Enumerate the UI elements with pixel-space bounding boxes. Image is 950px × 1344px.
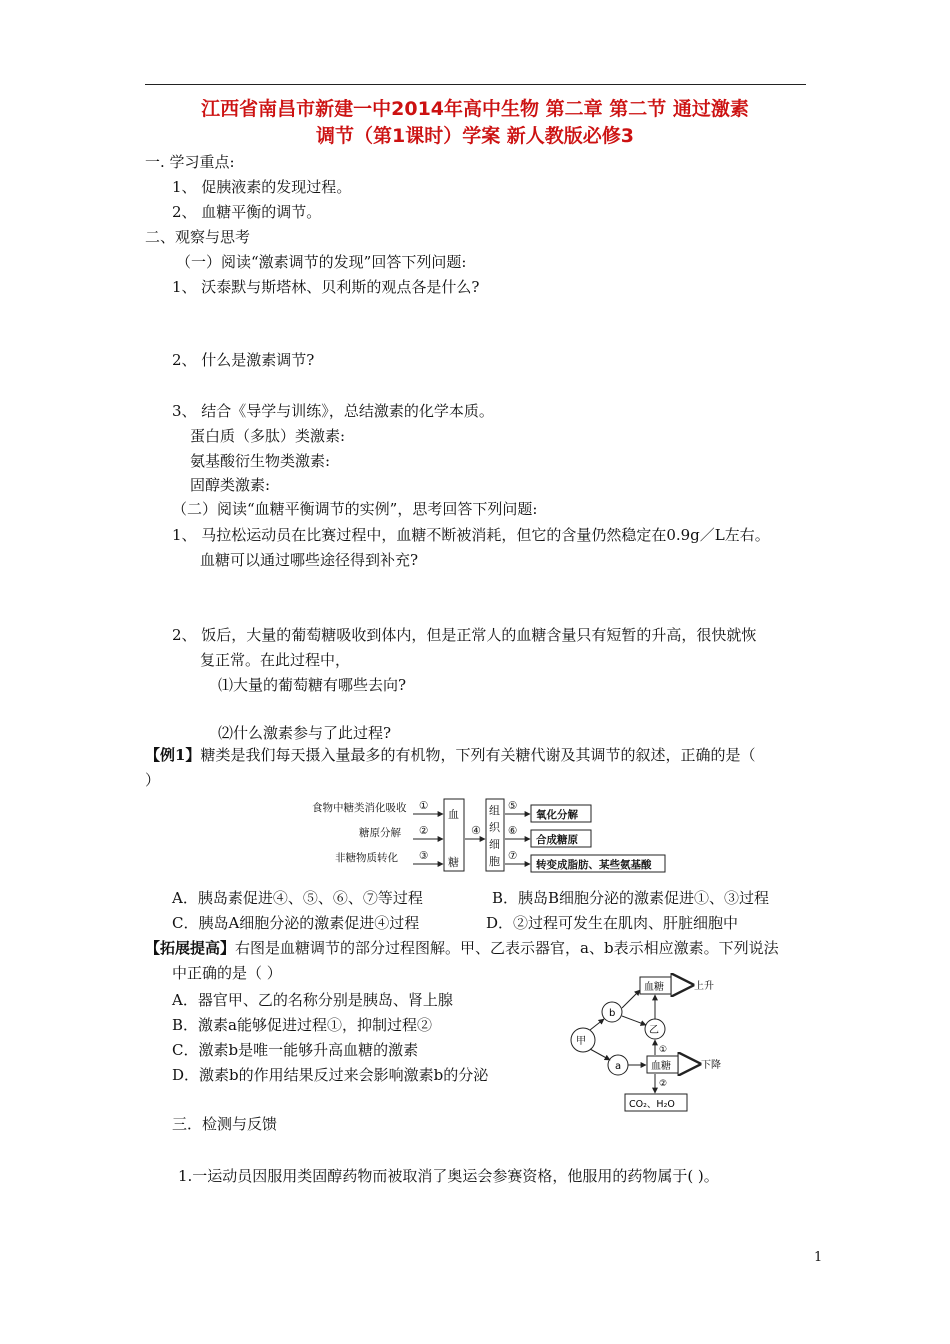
process-2-label: ② xyxy=(659,1079,668,1089)
part2-question-2a: 2、 饭后，大量的葡萄糖吸收到体内，但是正常人的血糖含量只有短暂的升高，很快就恢 xyxy=(172,626,757,644)
part2-question-2-sub1: ⑴大量的葡萄糖有哪些去向? xyxy=(218,676,407,694)
section1-item-1: 1、 促胰液素的发现过程。 xyxy=(172,178,352,196)
part1-heading: （一）阅读“激素调节的发现”回答下列问题: xyxy=(176,253,467,271)
conversion-label: 转变成脂肪、某些氨基酸 xyxy=(536,859,652,871)
part2-question-2-sub2: ⑵什么激素参与了此过程? xyxy=(218,724,392,742)
example1-text: 糖类是我们每天摄入量最多的有机物，下列有关糖代谢及其调节的叙述，正确的是（ xyxy=(200,746,756,764)
part1-question-2: 2、 什么是激素调节? xyxy=(172,351,315,369)
products-label: CO₂、H₂O xyxy=(629,1099,675,1110)
source-digestion: 食物中糖类消化吸收 xyxy=(312,802,407,814)
part1-question-3: 3、 结合《导学与训练》，总结激素的化学本质。 xyxy=(172,402,494,420)
tissue-char-1: 组 xyxy=(489,804,500,817)
hormone-type-amino: 氨基酸衍生物类激素: xyxy=(190,452,331,470)
extension-option-d: D．激素b的作用结果反过来会影响激素b的分泌 xyxy=(172,1066,489,1084)
part2-heading: （二）阅读“血糖平衡调节的实例”，思考回答下列问题: xyxy=(172,500,538,518)
blood-char: 血 xyxy=(448,808,459,821)
step-6-label: ⑥ xyxy=(508,825,518,837)
organ-jia-label: 甲 xyxy=(576,1036,586,1047)
blood-sugar-bottom-label: 血糖 xyxy=(651,1061,671,1072)
part1-question-1: 1、 沃泰默与斯塔林、贝利斯的观点各是什么? xyxy=(172,278,480,296)
page-number: 1 xyxy=(814,1250,823,1265)
part2-question-1a: 1、 马拉松运动员在比赛过程中，血糖不断被消耗，但它的含量仍然稳定在0.9g／L左右。 xyxy=(172,526,770,544)
section2-heading: 二、观察与思考 xyxy=(145,228,251,246)
extension-line1 xyxy=(145,938,779,958)
rise-label: 上升 xyxy=(694,981,714,992)
example1-option-d: D．②过程可发生在肌肉、肝脏细胞中 xyxy=(486,914,739,932)
source-gluconeogenesis: 非糖物质转化 xyxy=(335,852,398,864)
example1-label: 【例1】 xyxy=(145,746,201,764)
example1-option-b: B．胰岛B细胞分泌的激素促进①、③过程 xyxy=(492,889,770,907)
section3-heading: 三．检测与反馈 xyxy=(172,1115,278,1133)
sugar-char: 糖 xyxy=(448,856,459,869)
example1-option-a: A．胰岛素促进④、⑤、⑥、⑦等过程 xyxy=(172,889,423,907)
fall-label: 下降 xyxy=(701,1060,721,1071)
step-5-label: ⑤ xyxy=(508,800,518,812)
source-glycogenolysis: 糖原分解 xyxy=(359,827,401,839)
tissue-char-3: 细 xyxy=(489,838,500,851)
example1-line1 xyxy=(145,745,755,765)
example1-line2: ） xyxy=(145,771,161,789)
section1-item-2: 2、 血糖平衡的调节。 xyxy=(172,203,322,221)
hormone-type-protein: 蛋白质（多肽）类激素: xyxy=(190,427,346,445)
document-title-line2: 调节（第1课时）学案 新人教版必修3 xyxy=(315,125,635,147)
section1-heading: 一. 学习重点: xyxy=(145,153,235,171)
extension-line2: 中正确的是（ ） xyxy=(172,964,282,982)
hormone-type-steroid: 固醇类激素: xyxy=(190,476,271,494)
tissue-char-2: 织 xyxy=(489,821,500,834)
blood-sugar-top-label: 血糖 xyxy=(644,982,664,993)
part2-question-2b: 复正常。在此过程中， xyxy=(200,651,351,669)
header-rule xyxy=(145,84,806,85)
extension-option-c: C．激素b是唯一能够升高血糖的激素 xyxy=(172,1041,419,1059)
hormone-b-label: b xyxy=(609,1008,616,1019)
extension-option-a: A．器官甲、乙的名称分别是胰岛、肾上腺 xyxy=(172,991,453,1009)
extension-label: 【拓展提高】 xyxy=(145,939,236,957)
blood-sugar-regulation-diagram xyxy=(570,972,745,1117)
step-1-label: ① xyxy=(419,800,429,812)
organ-yi-label: 乙 xyxy=(649,1025,659,1036)
extension-option-b: B．激素a能够促进过程①，抑制过程② xyxy=(172,1016,432,1034)
step-4-label: ④ xyxy=(471,824,481,837)
glycogen-synthesis-label: 合成糖原 xyxy=(536,834,578,846)
document-title-line1: 江西省南昌市新建一中2014年高中生物 第二章 第二节 通过激素 xyxy=(201,98,749,120)
hormone-a-label: a xyxy=(615,1061,622,1072)
oxidation-label: 氧化分解 xyxy=(536,809,578,821)
part2-question-1b: 血糖可以通过哪些途径得到补充? xyxy=(200,551,419,569)
step-2-label: ② xyxy=(419,825,429,837)
step-3-label: ③ xyxy=(419,850,429,862)
example1-option-c: C．胰岛A细胞分泌的激素促进④过程 xyxy=(172,914,420,932)
section3-question-1: 1.一运动员因服用类固醇药物而被取消了奥运会参赛资格，他服用的药物属于( )。 xyxy=(178,1167,719,1185)
extension-text: 右图是血糖调节的部分过程图解。甲、乙表示器官，a、b表示相应激素。下列说法 xyxy=(235,939,779,957)
process-1-label: ① xyxy=(659,1045,668,1055)
blood-sugar-metabolism-diagram xyxy=(312,796,682,874)
step-7-label: ⑦ xyxy=(508,850,518,862)
tissue-char-4: 胞 xyxy=(489,855,500,868)
